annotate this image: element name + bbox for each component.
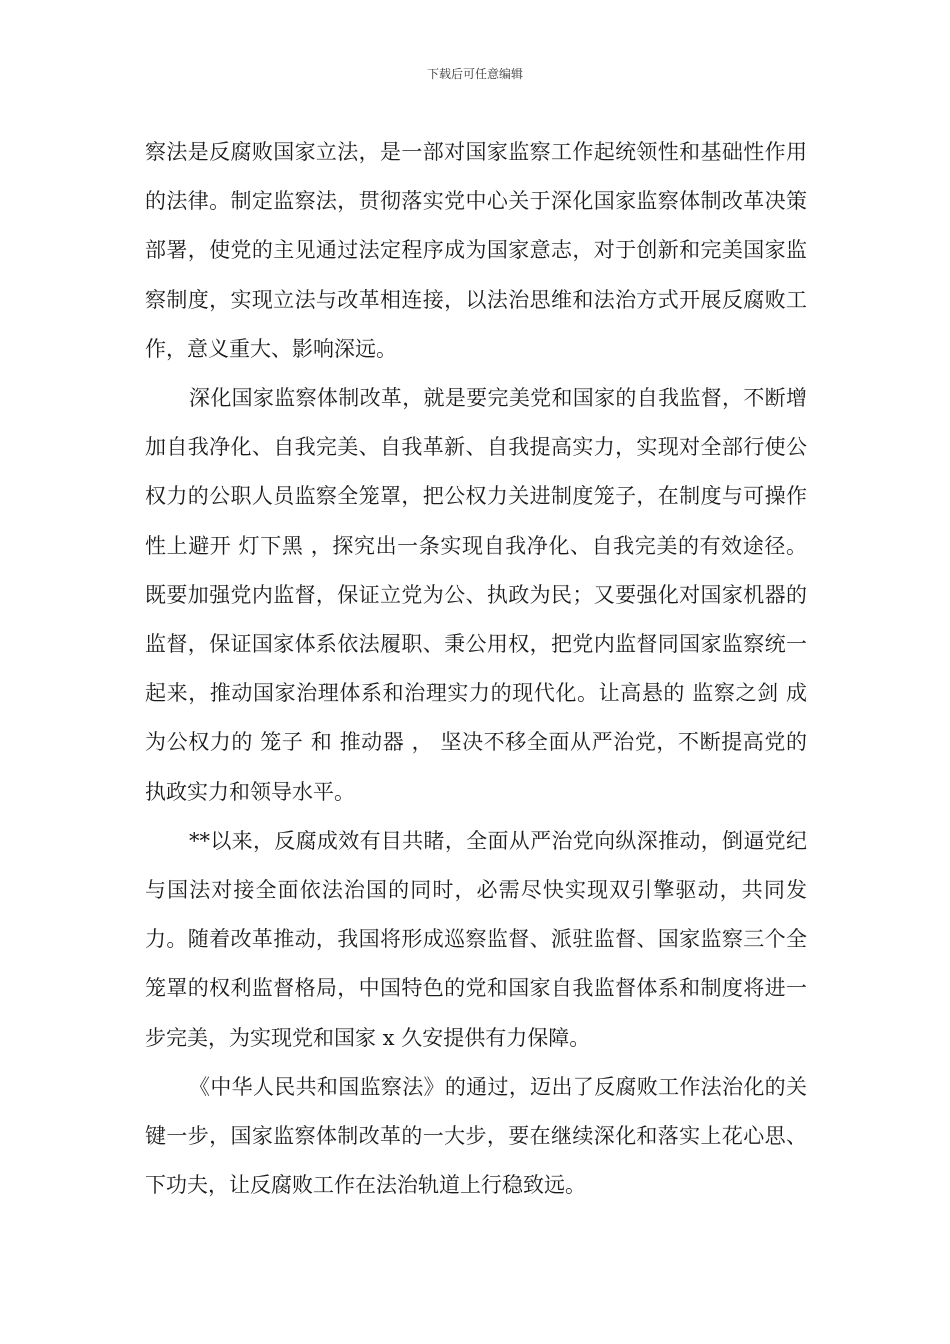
paragraph-2: 深化国家监察体制改革，就是要完美党和国家的自我监督，不断增加自我净化、自我完美、自我革新、自我提高实力，实现对全部行使公权力的公职人员监察全笼罩，把公权力关进制度笼子，在制度与可操作性上避开 灯下黑 ，探究出一条实现自我净化、自我完美的有效途径。既要加强党内监督，保证立党为公、执政为民；又要强化对国家机器的监督，保证国家体系依法履职、秉公用权，把党内监督同国家监察统一起来，推动国家治理体系和治理实力的现代化。让高悬的 监察之剑 成为公权力的 笼子 和 推动器 ， 坚决不移全面从严治党，不断提高党的执政实力和领导水平。	[145, 386, 807, 804]
paragraph-4: 《中华人民共和国监察法》的通过，迈出了反腐败工作法治化的关键一步，国家监察体制改革的一大步，要在继续深化和落实上花心思、下功夫，让反腐败工作在法治轨道上行稳致远。	[145, 1074, 807, 1198]
document-body	[145, 128, 807, 1210]
paragraph-3: **以来，反腐成效有目共睹，全面从严治党向纵深推动，倒逼党纪与国法对接全面依法治国的同时，必需尽快实现双引擎驱动，共同发力。随着改革推动，我国将形成巡察监督、派驻监督、国家监察三个全笼罩的权利监督格局，中国特色的党和国家自我监督体系和制度将进一步完美，为实现党和国家 x 久安提供有力保障。	[145, 828, 807, 1050]
paragraph-1: 察法是反腐败国家立法，是一部对国家监察工作起统领性和基础性作用的法律。制定监察法，贯彻落实党中心关于深化国家监察体制改革决策部署，使党的主见通过法定程序成为国家意志，对于创新和完美国家监察制度，实现立法与改革相连接，以法治思维和法治方式开展反腐败工作，意义重大、影响深远。	[145, 140, 807, 361]
page-header: 下载后可任意编辑	[426, 67, 523, 81]
